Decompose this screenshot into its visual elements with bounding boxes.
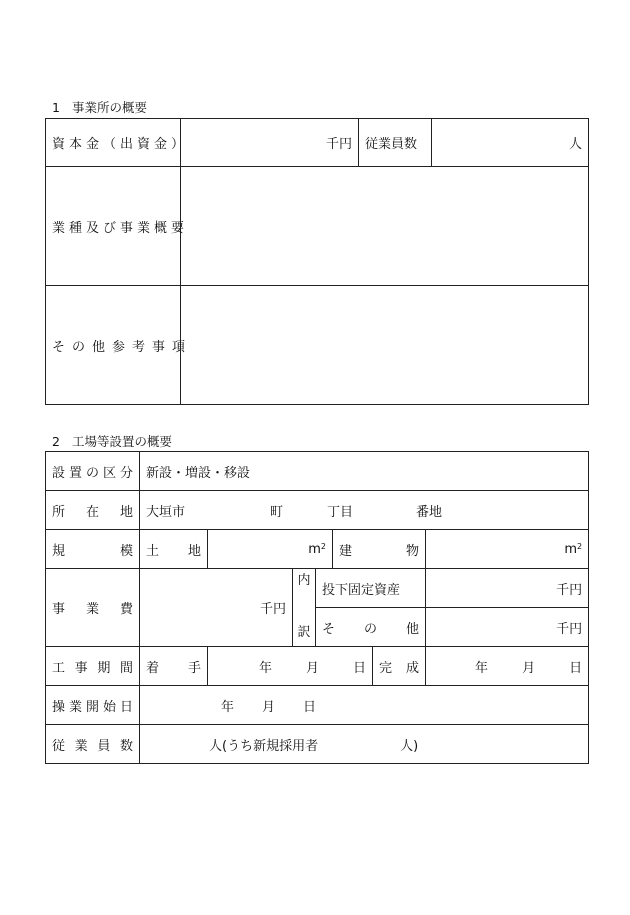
business-label: 業種及び事業概要 [46, 167, 181, 286]
category-field[interactable] [140, 452, 589, 491]
complete-month: 月 [522, 660, 536, 676]
other-reference-label: その他参考事項 [46, 286, 181, 405]
business-field[interactable] [181, 167, 589, 286]
building-area-unit-sup: 2 [577, 541, 583, 551]
section1-heading [52, 98, 147, 116]
category-label: 設置の区分 [46, 452, 140, 491]
section2-heading [52, 432, 172, 450]
other-cost-unit: 千円 [556, 621, 583, 637]
breakdown-bottom: 訳 [297, 625, 311, 640]
location-town: 町 [270, 504, 284, 520]
start-date-field[interactable] [208, 647, 373, 686]
land-label: 土地 [140, 530, 208, 569]
start-month: 月 [305, 660, 319, 676]
building-area-unit: m [564, 541, 577, 557]
operation-label: 操業開始日 [46, 686, 140, 725]
section1-title: 事業所の概要 [72, 100, 148, 115]
employees-field[interactable] [432, 119, 589, 167]
fixed-assets-label: 投下固定資産 [316, 569, 426, 608]
land-area-field[interactable] [208, 530, 333, 569]
start-day: 日 [352, 660, 366, 676]
employees-label: 従業員数 [359, 119, 432, 167]
other-reference-field[interactable] [181, 286, 589, 405]
operation-month: 月 [262, 699, 276, 715]
breakdown-top: 内 [297, 573, 311, 588]
cost-unit: 千円 [259, 602, 286, 617]
land-area-unit-sup: 2 [320, 541, 326, 551]
complete-day: 日 [569, 660, 583, 676]
section2-number: 2 [52, 434, 60, 449]
other-cost-field[interactable] [426, 608, 589, 647]
category-value: 新設・増設・移設 [146, 465, 251, 481]
complete-date-field[interactable] [426, 647, 589, 686]
scale-label: 規模 [46, 530, 140, 569]
location-chome: 丁目 [327, 504, 354, 520]
staff-prefix: 人(うち新規採用者 [209, 738, 319, 754]
location-city: 大垣市 [146, 504, 186, 520]
office-overview-table [45, 118, 589, 405]
section1-number: 1 [52, 100, 60, 115]
employees-unit: 人 [568, 137, 582, 152]
period-label: 工事期間 [46, 647, 140, 686]
operation-year: 年 [221, 699, 235, 715]
capital-unit: 千円 [325, 137, 352, 152]
start-label: 着手 [140, 647, 208, 686]
capital-label: 資本金（出資金） [46, 119, 181, 167]
operation-day: 日 [303, 699, 317, 715]
location-banchi: 番地 [416, 504, 443, 520]
factory-overview-table [45, 451, 589, 764]
location-field[interactable] [140, 491, 589, 530]
land-area-unit: m [308, 541, 321, 557]
building-area-field[interactable] [426, 530, 589, 569]
breakdown-label [293, 569, 316, 647]
complete-year: 年 [475, 660, 489, 676]
other-cost-label: その他 [316, 608, 426, 647]
staff-field[interactable] [140, 725, 589, 764]
start-year: 年 [258, 660, 272, 676]
staff-label: 従業員数 [46, 725, 140, 764]
location-label: 所在地 [46, 491, 140, 530]
fixed-assets-unit: 千円 [556, 582, 583, 598]
cost-label: 事業費 [46, 569, 140, 647]
fixed-assets-field[interactable] [426, 569, 589, 608]
staff-suffix: 人) [400, 738, 419, 754]
operation-date-field[interactable] [140, 686, 589, 725]
building-label: 建物 [333, 530, 426, 569]
complete-label: 完成 [373, 647, 426, 686]
cost-field[interactable] [140, 569, 293, 647]
section2-title: 工場等設置の概要 [72, 434, 173, 449]
capital-field[interactable] [181, 119, 359, 167]
